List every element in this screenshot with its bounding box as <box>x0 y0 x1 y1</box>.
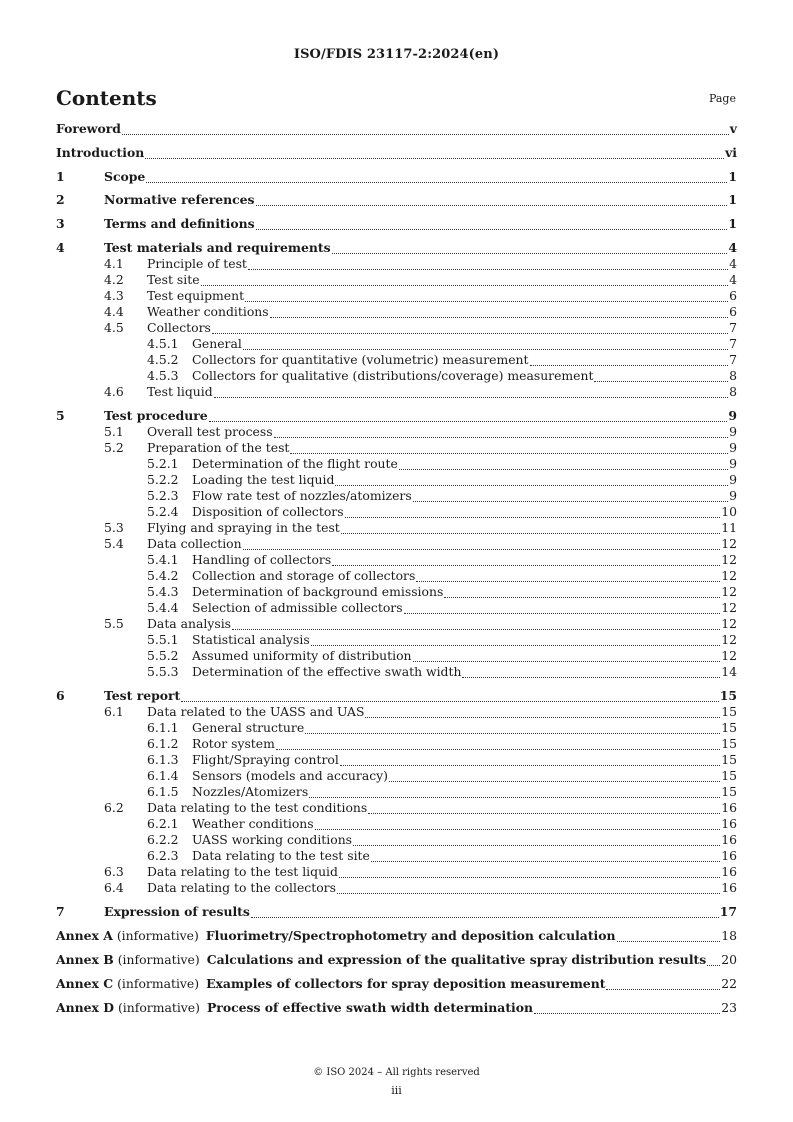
toc-entry[interactable] <box>56 536 737 552</box>
toc-entry[interactable] <box>56 488 737 504</box>
toc-dot-leader <box>309 788 720 798</box>
toc-page-number: 1 <box>728 216 737 231</box>
toc-page-number: 16 <box>721 880 737 895</box>
toc-page-number: 8 <box>729 384 737 399</box>
toc-entry[interactable] <box>56 584 737 600</box>
toc-entry-number: 5.2.2 <box>147 472 179 487</box>
toc-dot-leader <box>145 149 724 159</box>
toc-entry-number: 5.2.1 <box>147 456 179 471</box>
toc-entry-title: Rotor system <box>192 736 275 751</box>
toc-entry-number: 7 <box>56 904 65 919</box>
toc-dot-leader <box>201 276 729 286</box>
toc-entry-number: 5.2 <box>104 440 124 455</box>
toc-entry[interactable] <box>56 472 737 488</box>
toc-page-number: 9 <box>729 424 737 439</box>
toc-entry-number: 5.4.2 <box>147 568 179 583</box>
toc-entry-title: Expression of results <box>104 904 250 919</box>
toc-entry[interactable] <box>56 408 737 424</box>
toc-dot-leader <box>305 724 720 734</box>
toc-entry[interactable] <box>56 368 737 384</box>
toc-dot-leader <box>399 460 728 470</box>
toc-page-number: 7 <box>729 320 737 335</box>
toc-entry-number: 5.5.1 <box>147 632 179 647</box>
toc-entry-number: 6.1.2 <box>147 736 179 751</box>
toc-entry[interactable] <box>56 520 737 536</box>
toc-entry-number: 4.2 <box>104 272 124 287</box>
toc-dot-leader <box>245 292 728 302</box>
page-number: iii <box>391 1084 402 1097</box>
toc-annex-kind: (informative) <box>116 928 199 943</box>
toc-dot-leader <box>232 620 720 630</box>
toc-page-number: 12 <box>721 584 737 599</box>
toc-entry[interactable] <box>56 272 737 288</box>
toc-dot-leader <box>341 524 720 534</box>
toc-dot-leader <box>365 708 720 718</box>
toc-dot-leader <box>404 604 721 614</box>
toc-entry[interactable] <box>56 616 737 632</box>
toc-entry-number: 6.2 <box>104 800 124 815</box>
toc-entry-number: 6.1.3 <box>147 752 179 767</box>
toc-page-number: 16 <box>721 848 737 863</box>
toc-entry-title: Preparation of the test <box>147 440 290 455</box>
toc-entry-title: Determination of the flight route <box>192 456 398 471</box>
toc-entry[interactable] <box>56 784 737 800</box>
toc-dot-leader <box>345 508 721 518</box>
toc-page-number: 15 <box>719 688 737 703</box>
toc-entry-number: 5.2.3 <box>147 488 179 503</box>
toc-entry-title: Handling of collectors <box>192 552 332 567</box>
toc-entry-number: 6.2.2 <box>147 832 179 847</box>
toc-entry-number: 5.4.4 <box>147 600 179 615</box>
toc-dot-leader <box>315 820 721 830</box>
toc-entry-title: Collectors for qualitative (distributions/coverage) measurement <box>192 368 594 383</box>
toc-entry-number: 4.5.1 <box>147 336 179 351</box>
toc-entry[interactable] <box>56 216 737 232</box>
toc-page-number: 4 <box>729 256 737 271</box>
toc-annex-label: Annex C <box>56 976 114 991</box>
toc-entry-title: Weather conditions <box>192 816 314 831</box>
toc-dot-leader <box>146 173 727 183</box>
toc-dot-leader <box>339 868 720 878</box>
toc-annex-entry[interactable] <box>56 1000 737 1016</box>
toc-entry-number: 4.5.2 <box>147 352 179 367</box>
toc-entry-number: 1 <box>56 169 65 184</box>
toc-page-number: 15 <box>721 720 737 735</box>
toc-entry[interactable] <box>56 880 737 896</box>
toc-entry-number: 6.4 <box>104 880 124 895</box>
toc-dot-leader <box>276 740 720 750</box>
toc-entry[interactable] <box>56 848 737 864</box>
toc-entry-title: Nozzles/Atomizers <box>192 784 309 799</box>
toc-entry-title: Weather conditions <box>147 304 269 319</box>
toc-page-number: 16 <box>721 816 737 831</box>
page-column-label: Page <box>708 92 736 105</box>
toc-entry-number: 5.4 <box>104 536 124 551</box>
toc-dot-leader <box>606 980 720 990</box>
toc-dot-leader <box>416 572 720 582</box>
toc-dot-leader <box>340 756 720 766</box>
toc-entry-title: Collection and storage of collectors <box>192 568 416 583</box>
toc-annex-label: Annex D <box>56 1000 114 1015</box>
toc-page-number: 1 <box>728 192 737 207</box>
toc-entry-number: 5.5.3 <box>147 664 179 679</box>
toc-entry-number: 6.2.1 <box>147 816 179 831</box>
toc-page-number: 9 <box>729 456 737 471</box>
toc-entry[interactable] <box>56 720 737 736</box>
toc-page-number: 20 <box>721 952 737 967</box>
toc-entry-title: Principle of test <box>147 256 247 271</box>
toc-entry-number: 5.2.4 <box>147 504 179 519</box>
toc-dot-leader <box>274 428 729 438</box>
toc-dot-leader <box>256 220 728 230</box>
toc-dot-leader <box>209 412 728 422</box>
toc-entry-number: 3 <box>56 216 65 231</box>
toc-entry-title: Test site <box>147 272 200 287</box>
toc-page-number: 23 <box>721 1000 737 1015</box>
toc-entry[interactable] <box>56 288 737 304</box>
toc-entry-number: 2 <box>56 192 65 207</box>
toc-entry-title: Assumed uniformity of distribution <box>192 648 412 663</box>
toc-entry-title: Flying and spraying in the test <box>147 520 340 535</box>
copyright-notice: © ISO 2024 – All rights reserved <box>313 1067 480 1078</box>
toc-entry-title: Loading the test liquid <box>192 472 335 487</box>
toc-entry-number: 4 <box>56 240 65 255</box>
toc-page-number: 7 <box>729 336 737 351</box>
document-id-header: ISO/FDIS 23117-2:2024(en) <box>293 47 500 62</box>
toc-entry-title: Collectors <box>147 320 211 335</box>
toc-entry-title: Data relating to the test site <box>192 848 370 863</box>
toc-entry-title: Overall test process <box>147 424 273 439</box>
toc-entry-title: Test materials and requirements <box>104 240 331 255</box>
toc-entry-number: 6.1.5 <box>147 784 179 799</box>
toc-dot-leader <box>337 884 720 894</box>
toc-entry[interactable] <box>56 192 737 208</box>
toc-entry-title: Sensors (models and accuracy) <box>192 768 388 783</box>
toc-entry[interactable] <box>56 121 737 137</box>
toc-entry-title: Data relating to the collectors <box>147 880 336 895</box>
toc-dot-leader <box>413 492 728 502</box>
toc-page-number: v <box>729 121 737 136</box>
toc-entry[interactable] <box>56 648 737 664</box>
toc-page-number: 12 <box>721 616 737 631</box>
toc-dot-leader <box>251 908 719 918</box>
toc-page-number: 6 <box>729 288 737 303</box>
toc-entry-number: 5.4.3 <box>147 584 179 599</box>
toc-page-number: 22 <box>721 976 737 991</box>
toc-entry[interactable] <box>56 352 737 368</box>
toc-page-number: 9 <box>729 440 737 455</box>
toc-page-number: 15 <box>721 752 737 767</box>
toc-entry-number: 6.3 <box>104 864 124 879</box>
toc-page-number: 6 <box>729 304 737 319</box>
toc-entry-title: Normative references <box>104 192 255 207</box>
toc-entry[interactable] <box>56 768 737 784</box>
toc-page-number: 18 <box>721 928 737 943</box>
toc-entry[interactable] <box>56 568 737 584</box>
toc-page-number: 14 <box>721 664 737 679</box>
toc-entry-number: 5.5.2 <box>147 648 179 663</box>
toc-annex-kind: (informative) <box>117 952 200 967</box>
toc-page-number: 16 <box>721 832 737 847</box>
toc-entry-number: 6.1 <box>104 704 124 719</box>
toc-dot-leader <box>256 196 728 206</box>
toc-dot-leader <box>212 324 728 334</box>
toc-dot-leader <box>389 772 720 782</box>
toc-entry[interactable] <box>56 145 737 161</box>
contents-heading: Contents <box>56 86 157 110</box>
toc-page-number: 9 <box>729 488 737 503</box>
toc-entry-title: Flight/Spraying control <box>192 752 339 767</box>
toc-dot-leader <box>617 932 721 942</box>
toc-entry-title: Determination of the effective swath width <box>192 664 462 679</box>
toc-entry[interactable] <box>56 320 737 336</box>
toc-entry-number: 5.3 <box>104 520 124 535</box>
toc-dot-leader <box>243 540 721 550</box>
toc-entry[interactable] <box>56 704 737 720</box>
toc-dot-leader <box>353 836 720 846</box>
toc-dot-leader <box>181 692 718 702</box>
toc-dot-leader <box>444 588 720 598</box>
toc-entry[interactable] <box>56 632 737 648</box>
toc-dot-leader <box>332 556 720 566</box>
toc-entry-number: 4.6 <box>104 384 124 399</box>
toc-annex-kind: (informative) <box>117 1000 200 1015</box>
toc-entry[interactable] <box>56 688 737 704</box>
toc-entry[interactable] <box>56 736 737 752</box>
toc-entry[interactable] <box>56 864 737 880</box>
toc-page-number: 11 <box>721 520 737 535</box>
toc-entry-number: 6.1.4 <box>147 768 179 783</box>
toc-entry[interactable] <box>56 600 737 616</box>
toc-entry-title: Data analysis <box>147 616 232 631</box>
toc-entry[interactable] <box>56 304 737 320</box>
toc-page-number: 17 <box>719 904 737 919</box>
toc-page-number: 7 <box>729 352 737 367</box>
toc-annex-title: Process of effective swath width determination <box>206 1000 534 1015</box>
toc-dot-leader <box>214 388 728 398</box>
toc-entry[interactable] <box>56 552 737 568</box>
toc-entry[interactable] <box>56 664 737 680</box>
toc-page-number: 12 <box>721 648 737 663</box>
toc-entry[interactable] <box>56 832 737 848</box>
toc-dot-leader <box>368 804 720 814</box>
toc-dot-leader <box>462 668 720 678</box>
toc-entry[interactable] <box>56 456 737 472</box>
toc-entry-title: Statistical analysis <box>192 632 310 647</box>
toc-entry-title: Collectors for quantitative (volumetric) measurement <box>192 352 529 367</box>
toc-page-number: 9 <box>729 472 737 487</box>
toc-entry-number: 4.1 <box>104 256 124 271</box>
toc-entry-title: Data relating to the test conditions <box>147 800 368 815</box>
toc-page-number: 16 <box>721 800 737 815</box>
toc-entry-title: Determination of background emissions <box>192 584 444 599</box>
toc-page-number: 12 <box>721 568 737 583</box>
toc-page-number: 16 <box>721 864 737 879</box>
toc-entry[interactable] <box>56 424 737 440</box>
toc-entry-title: Data collection <box>147 536 242 551</box>
toc-entry-number: 6.2.3 <box>147 848 179 863</box>
toc-entry[interactable] <box>56 904 737 920</box>
toc-dot-leader <box>707 956 720 966</box>
toc-entry-number: 4.5.3 <box>147 368 179 383</box>
toc-annex-entry[interactable] <box>56 928 737 944</box>
toc-page-number: 12 <box>721 600 737 615</box>
toc-entry[interactable] <box>56 169 737 185</box>
toc-entry-title: Introduction <box>56 145 145 160</box>
toc-dot-leader <box>122 125 729 135</box>
toc-entry-title: Test liquid <box>147 384 213 399</box>
toc-page-number: 15 <box>721 768 737 783</box>
toc-entry-number: 4.3 <box>104 288 124 303</box>
toc-annex-title: Fluorimetry/Spectrophotometry and deposition calculation <box>205 928 616 943</box>
toc-entry[interactable] <box>56 816 737 832</box>
toc-annex-entry[interactable] <box>56 952 737 968</box>
toc-entry[interactable] <box>56 752 737 768</box>
toc-entry-number: 4.5 <box>104 320 124 335</box>
toc-entry-title: General <box>192 336 242 351</box>
toc-dot-leader <box>248 260 728 270</box>
toc-page-number: 15 <box>721 784 737 799</box>
toc-entry-title: General structure <box>192 720 305 735</box>
toc-page-number: 10 <box>721 504 737 519</box>
toc-dot-leader <box>243 340 728 350</box>
toc-entry-title: Terms and definitions <box>104 216 255 231</box>
toc-page-number: 8 <box>729 368 737 383</box>
toc-entry-number: 5.4.1 <box>147 552 179 567</box>
toc-entry[interactable] <box>56 440 737 456</box>
toc-dot-leader <box>332 244 728 254</box>
toc-entry-number: 6 <box>56 688 65 703</box>
toc-dot-leader <box>270 308 728 318</box>
toc-entry[interactable] <box>56 240 737 256</box>
toc-entry-number: 4.4 <box>104 304 124 319</box>
toc-page-number: 15 <box>721 704 737 719</box>
toc-page-number: 12 <box>721 536 737 551</box>
toc-dot-leader <box>290 444 728 454</box>
toc-page-number: 12 <box>721 552 737 567</box>
toc-page-number: 1 <box>728 169 737 184</box>
toc-entry[interactable] <box>56 336 737 352</box>
toc-entry[interactable] <box>56 800 737 816</box>
toc-entry-title: Test equipment <box>147 288 245 303</box>
toc-page-number: vi <box>725 145 737 160</box>
toc-page-number: 12 <box>721 632 737 647</box>
toc-dot-leader <box>311 636 720 646</box>
toc-entry-number: 5 <box>56 408 65 423</box>
toc-page-number: 15 <box>721 736 737 751</box>
toc-annex-entry[interactable] <box>56 976 737 992</box>
toc-annex-label: Annex B <box>56 952 114 967</box>
toc-dot-leader <box>594 372 728 382</box>
toc-entry-number: 5.1 <box>104 424 124 439</box>
toc-dot-leader <box>413 652 721 662</box>
toc-annex-kind: (informative) <box>117 976 200 991</box>
toc-page-number: 9 <box>728 408 737 423</box>
toc-entry-title: Test report <box>104 688 181 703</box>
toc-annex-label: Annex A <box>56 928 113 943</box>
toc-entry-title: Data related to the UASS and UAS <box>147 704 365 719</box>
toc-entry[interactable] <box>56 504 737 520</box>
toc-dot-leader <box>371 852 720 862</box>
toc-entry-number: 5.5 <box>104 616 124 631</box>
toc-dot-leader <box>534 1004 720 1014</box>
toc-entry-title: Flow rate test of nozzles/atomizers <box>192 488 412 503</box>
toc-entry-title: Test procedure <box>104 408 208 423</box>
toc-annex-title: Examples of collectors for spray deposition measurement <box>206 976 606 991</box>
toc-page-number: 4 <box>729 272 737 287</box>
toc-dot-leader <box>335 476 728 486</box>
toc-dot-leader <box>530 356 729 366</box>
toc-entry-title: Disposition of collectors <box>192 504 344 519</box>
toc-entry-title: UASS working conditions <box>192 832 353 847</box>
toc-entry-title: Selection of admissible collectors <box>192 600 403 615</box>
toc-entry-title: Data relating to the test liquid <box>147 864 338 879</box>
toc-entry[interactable] <box>56 384 737 400</box>
toc-entry[interactable] <box>56 256 737 272</box>
toc-annex-title: Calculations and expression of the qualitative spray distribution results <box>206 952 707 967</box>
toc-entry-title: Scope <box>104 169 146 184</box>
toc-entry-number: 6.1.1 <box>147 720 179 735</box>
toc-entry-title: Foreword <box>56 121 121 136</box>
toc-page-number: 4 <box>728 240 737 255</box>
